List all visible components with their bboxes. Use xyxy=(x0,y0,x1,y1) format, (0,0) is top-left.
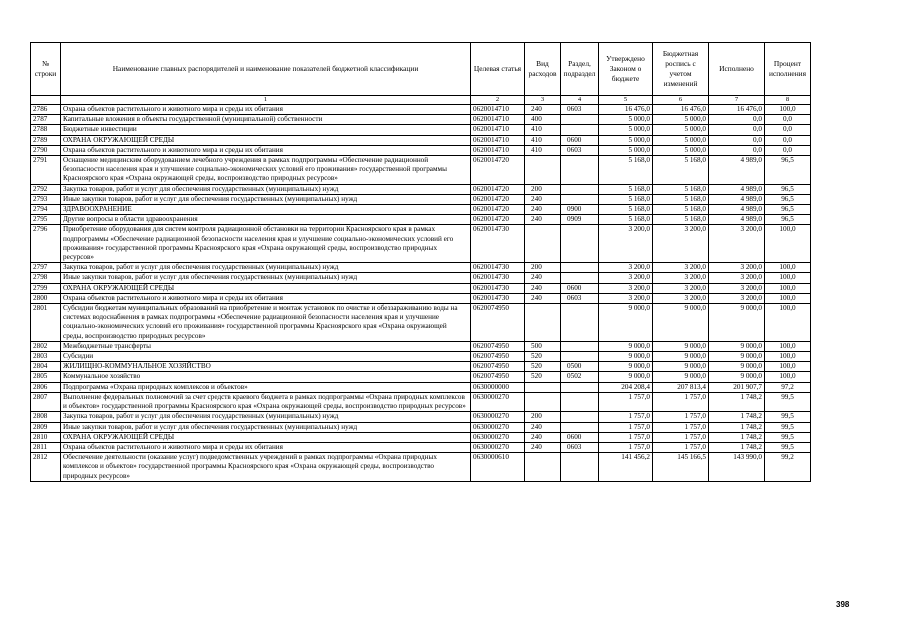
row-section xyxy=(561,341,599,351)
row-section: 0600 xyxy=(561,283,599,293)
column-number: 7 xyxy=(709,96,765,105)
row-budget-schedule: 5 000,0 xyxy=(653,135,709,145)
row-expense-type xyxy=(525,382,561,392)
row-percent: 96,5 xyxy=(765,156,811,185)
row-name: ЖИЛИЩНО-КОММУНАЛЬНОЕ ХОЗЯЙСТВО xyxy=(61,362,471,372)
row-target-article: 0620014720 xyxy=(471,156,525,185)
row-executed: 4 989,0 xyxy=(709,156,765,185)
table-row xyxy=(31,442,811,452)
row-executed: 16 476,0 xyxy=(709,105,765,115)
row-section: 0502 xyxy=(561,372,599,382)
row-executed: 3 200,0 xyxy=(709,293,765,303)
row-budget-schedule: 5 000,0 xyxy=(653,125,709,135)
row-expense-type xyxy=(525,156,561,185)
row-section xyxy=(561,352,599,362)
row-executed: 9 000,0 xyxy=(709,352,765,362)
row-target-article: 0620014710 xyxy=(471,145,525,155)
row-budget-schedule: 1 757,0 xyxy=(653,422,709,432)
row-percent: 100,0 xyxy=(765,341,811,351)
row-section: 0603 xyxy=(561,145,599,155)
row-budget-schedule: 5 168,0 xyxy=(653,156,709,185)
table-row xyxy=(31,135,811,145)
row-target-article: 0620014720 xyxy=(471,205,525,215)
row-percent: 0,0 xyxy=(765,115,811,125)
row-section xyxy=(561,125,599,135)
row-expense-type: 520 xyxy=(525,352,561,362)
table-row xyxy=(31,115,811,125)
row-target-article: 0620074950 xyxy=(471,362,525,372)
row-executed: 1 748,2 xyxy=(709,432,765,442)
row-name: Подпрограмма «Охрана природных комплексов и объектов» xyxy=(61,382,471,392)
row-percent: 99,5 xyxy=(765,432,811,442)
row-budget-schedule: 9 000,0 xyxy=(653,372,709,382)
table-row xyxy=(31,392,811,411)
row-number: 2795 xyxy=(31,215,61,225)
row-percent: 99,5 xyxy=(765,392,811,411)
row-section: 0500 xyxy=(561,362,599,372)
row-executed: 0,0 xyxy=(709,125,765,135)
row-expense-type: 240 xyxy=(525,194,561,204)
row-name: Охрана объектов растительного и животного мира и среды их обитания xyxy=(61,145,471,155)
table-row xyxy=(31,422,811,432)
row-executed: 0,0 xyxy=(709,135,765,145)
row-number: 2799 xyxy=(31,283,61,293)
row-name: Приобретение оборудования для систем контроля радиационной обстановки на территории Красноярского края в рамках подпрограммы «Обеспечение радиационной безопасности населения края и улучшение социально-экономических условий его проживания» государственной программы Красноярского края «Охрана окружающей среды, воспроизводство природных ресурсов» xyxy=(61,225,471,263)
table-row xyxy=(31,362,811,372)
row-number: 2794 xyxy=(31,205,61,215)
row-section xyxy=(561,225,599,263)
row-percent: 99,5 xyxy=(765,422,811,432)
row-approved: 5 000,0 xyxy=(599,125,653,135)
row-section: 0600 xyxy=(561,135,599,145)
row-expense-type: 410 xyxy=(525,145,561,155)
row-target-article: 0620074950 xyxy=(471,341,525,351)
row-percent: 0,0 xyxy=(765,135,811,145)
row-name: Межбюджетные трансферты xyxy=(61,341,471,351)
row-name: ОХРАНА ОКРУЖАЮЩЕЙ СРЕДЫ xyxy=(61,283,471,293)
row-approved: 3 200,0 xyxy=(599,273,653,283)
row-name: Субсидии бюджетам муниципальных образований на приобретение и монтаж установок по очистке и обеззараживанию воды на системах водоснабжения в рамках подпрограммы «Обеспечение радиационной безопасности населения края и улучшение социально-экономических условий его проживания» государственной программы Красноярского края «Охрана окружающей среды, воспроизводство природных ресурсов» xyxy=(61,304,471,342)
row-budget-schedule: 3 200,0 xyxy=(653,273,709,283)
row-budget-schedule: 3 200,0 xyxy=(653,293,709,303)
row-approved: 5 168,0 xyxy=(599,184,653,194)
column-number: 4 xyxy=(561,96,599,105)
row-budget-schedule: 5 000,0 xyxy=(653,115,709,125)
table-row xyxy=(31,453,811,482)
row-expense-type xyxy=(525,304,561,342)
row-executed: 1 748,2 xyxy=(709,422,765,432)
row-expense-type: 240 xyxy=(525,442,561,452)
row-section xyxy=(561,273,599,283)
row-name: Субсидии xyxy=(61,352,471,362)
header-executed: Исполнено xyxy=(709,43,765,96)
row-budget-schedule: 1 757,0 xyxy=(653,412,709,422)
row-expense-type: 240 xyxy=(525,293,561,303)
row-number: 2802 xyxy=(31,341,61,351)
row-budget-schedule: 16 476,0 xyxy=(653,105,709,115)
row-name: Оснащение медицинским оборудованием лечебного учреждения в рамках подпрограммы «Обеспечение радиационной безопасности населения края и улучшение социально-экономических условий его проживания» государственной программы Красноярского края «Охрана окружающей среды, воспроизводство природных ресурсов» xyxy=(61,156,471,185)
row-section xyxy=(561,392,599,411)
column-number: 1 xyxy=(61,96,471,105)
row-name: Закупка товаров, работ и услуг для обеспечения государственных (муниципальных) нужд xyxy=(61,263,471,273)
row-target-article: 0630000270 xyxy=(471,442,525,452)
header-budget-schedule: Бюджетная роспись с учетом изменений xyxy=(653,43,709,96)
row-budget-schedule: 1 757,0 xyxy=(653,442,709,452)
row-section xyxy=(561,412,599,422)
row-section: 0900 xyxy=(561,205,599,215)
row-approved: 141 456,2 xyxy=(599,453,653,482)
row-budget-schedule: 9 000,0 xyxy=(653,352,709,362)
row-number: 2792 xyxy=(31,184,61,194)
row-percent: 96,5 xyxy=(765,184,811,194)
row-budget-schedule: 9 000,0 xyxy=(653,341,709,351)
row-expense-type: 410 xyxy=(525,135,561,145)
row-budget-schedule: 5 168,0 xyxy=(653,184,709,194)
table-row xyxy=(31,205,811,215)
row-name: Коммунальное хозяйство xyxy=(61,372,471,382)
row-number: 2797 xyxy=(31,263,61,273)
row-budget-schedule: 9 000,0 xyxy=(653,304,709,342)
row-expense-type xyxy=(525,225,561,263)
column-number: 6 xyxy=(653,96,709,105)
column-number: 5 xyxy=(599,96,653,105)
row-target-article: 0620014720 xyxy=(471,184,525,194)
row-expense-type: 500 xyxy=(525,341,561,351)
row-expense-type: 240 xyxy=(525,205,561,215)
row-target-article: 0630000270 xyxy=(471,422,525,432)
table-row xyxy=(31,372,811,382)
row-approved: 9 000,0 xyxy=(599,341,653,351)
row-executed: 0,0 xyxy=(709,145,765,155)
row-number: 2803 xyxy=(31,352,61,362)
row-number: 2800 xyxy=(31,293,61,303)
row-executed: 1 748,2 xyxy=(709,442,765,452)
row-budget-schedule: 3 200,0 xyxy=(653,283,709,293)
row-target-article: 0620014710 xyxy=(471,115,525,125)
row-percent: 97,2 xyxy=(765,382,811,392)
row-executed: 9 000,0 xyxy=(709,304,765,342)
row-approved: 5 000,0 xyxy=(599,135,653,145)
row-name: Закупка товаров, работ и услуг для обеспечения государственных (муниципальных) нужд xyxy=(61,412,471,422)
row-percent: 100,0 xyxy=(765,273,811,283)
row-executed: 9 000,0 xyxy=(709,341,765,351)
row-name: Иные закупки товаров, работ и услуг для обеспечения государственных (муниципальных) нужд xyxy=(61,422,471,432)
row-target-article: 0630000000 xyxy=(471,382,525,392)
row-approved: 5 000,0 xyxy=(599,115,653,125)
row-name: Бюджетные инвестиции xyxy=(61,125,471,135)
row-executed: 3 200,0 xyxy=(709,263,765,273)
row-expense-type: 240 xyxy=(525,283,561,293)
row-percent: 100,0 xyxy=(765,304,811,342)
row-expense-type: 240 xyxy=(525,273,561,283)
row-executed: 3 200,0 xyxy=(709,283,765,293)
row-approved: 1 757,0 xyxy=(599,412,653,422)
column-number: 3 xyxy=(525,96,561,105)
row-target-article: 0620014710 xyxy=(471,125,525,135)
row-executed: 4 989,0 xyxy=(709,205,765,215)
row-target-article: 0620074950 xyxy=(471,372,525,382)
row-expense-type: 240 xyxy=(525,215,561,225)
row-percent: 0,0 xyxy=(765,125,811,135)
table-row xyxy=(31,304,811,342)
row-approved: 9 000,0 xyxy=(599,372,653,382)
row-number: 2805 xyxy=(31,372,61,382)
row-expense-type: 200 xyxy=(525,184,561,194)
row-target-article: 0620014710 xyxy=(471,105,525,115)
row-name: Обеспечение деятельности (оказание услуг) подведомственных учреждений в рамках подпрограммы «Охрана природных комплексов и объектов» государственной программы Красноярского края «Охрана окружающей среды, воспроизводство природных ресурсов» xyxy=(61,453,471,482)
row-number: 2786 xyxy=(31,105,61,115)
row-percent: 100,0 xyxy=(765,372,811,382)
row-percent: 100,0 xyxy=(765,283,811,293)
row-target-article: 0630000270 xyxy=(471,392,525,411)
table-row xyxy=(31,283,811,293)
table-row xyxy=(31,194,811,204)
row-approved: 9 000,0 xyxy=(599,304,653,342)
row-executed: 1 748,2 xyxy=(709,412,765,422)
row-approved: 1 757,0 xyxy=(599,392,653,411)
row-section: 0603 xyxy=(561,293,599,303)
row-approved: 1 757,0 xyxy=(599,432,653,442)
row-number: 2788 xyxy=(31,125,61,135)
row-executed: 1 748,2 xyxy=(709,392,765,411)
row-target-article: 0620014730 xyxy=(471,283,525,293)
budget-execution-table xyxy=(30,42,811,482)
row-budget-schedule: 3 200,0 xyxy=(653,263,709,273)
row-expense-type xyxy=(525,392,561,411)
row-name: Иные закупки товаров, работ и услуг для обеспечения государственных (муниципальных) нужд xyxy=(61,194,471,204)
header-row-no: № строки xyxy=(31,43,61,96)
row-name: Иные закупки товаров, работ и услуг для обеспечения государственных (муниципальных) нужд xyxy=(61,273,471,283)
table-row xyxy=(31,215,811,225)
row-budget-schedule: 3 200,0 xyxy=(653,225,709,263)
row-section: 0600 xyxy=(561,432,599,442)
row-approved: 5 168,0 xyxy=(599,205,653,215)
row-expense-type: 240 xyxy=(525,432,561,442)
row-number: 2798 xyxy=(31,273,61,283)
table-row xyxy=(31,341,811,351)
row-number: 2790 xyxy=(31,145,61,155)
column-number-row xyxy=(31,96,811,105)
row-name: ЗДРАВООХРАНЕНИЕ xyxy=(61,205,471,215)
row-approved: 1 757,0 xyxy=(599,422,653,432)
row-section xyxy=(561,184,599,194)
row-percent: 96,5 xyxy=(765,205,811,215)
row-number: 2793 xyxy=(31,194,61,204)
row-section: 0603 xyxy=(561,105,599,115)
row-number: 2787 xyxy=(31,115,61,125)
table-row xyxy=(31,432,811,442)
row-section xyxy=(561,156,599,185)
table-row xyxy=(31,382,811,392)
row-approved: 5 000,0 xyxy=(599,145,653,155)
row-approved: 3 200,0 xyxy=(599,225,653,263)
table-body xyxy=(31,105,811,482)
row-executed: 9 000,0 xyxy=(709,362,765,372)
row-percent: 100,0 xyxy=(765,293,811,303)
row-number: 2809 xyxy=(31,422,61,432)
row-name: ОХРАНА ОКРУЖАЮЩЕЙ СРЕДЫ xyxy=(61,135,471,145)
row-number: 2801 xyxy=(31,304,61,342)
row-approved: 1 757,0 xyxy=(599,442,653,452)
header-row xyxy=(31,43,811,96)
table-row xyxy=(31,225,811,263)
row-target-article: 0620074950 xyxy=(471,352,525,362)
row-expense-type: 400 xyxy=(525,115,561,125)
row-approved: 9 000,0 xyxy=(599,352,653,362)
header-expense-type: Вид расходов xyxy=(525,43,561,96)
row-executed: 201 907,7 xyxy=(709,382,765,392)
page-number: 398 xyxy=(836,600,850,609)
table-row xyxy=(31,412,811,422)
row-number: 2806 xyxy=(31,382,61,392)
row-executed: 4 989,0 xyxy=(709,194,765,204)
row-target-article: 0620014720 xyxy=(471,194,525,204)
row-target-article: 0630000270 xyxy=(471,432,525,442)
row-approved: 9 000,0 xyxy=(599,362,653,372)
row-expense-type: 200 xyxy=(525,263,561,273)
row-number: 2808 xyxy=(31,412,61,422)
row-section: 0909 xyxy=(561,215,599,225)
row-executed: 3 200,0 xyxy=(709,225,765,263)
row-expense-type xyxy=(525,453,561,482)
row-expense-type: 240 xyxy=(525,422,561,432)
row-section xyxy=(561,115,599,125)
row-target-article: 0620074950 xyxy=(471,304,525,342)
row-approved: 16 476,0 xyxy=(599,105,653,115)
row-executed: 143 990,0 xyxy=(709,453,765,482)
row-target-article: 0620014730 xyxy=(471,263,525,273)
table-row xyxy=(31,184,811,194)
row-percent: 100,0 xyxy=(765,263,811,273)
row-executed: 3 200,0 xyxy=(709,273,765,283)
row-budget-schedule: 207 813,4 xyxy=(653,382,709,392)
row-name: Капитальные вложения в объекты государственной (муниципальной) собственности xyxy=(61,115,471,125)
table-row xyxy=(31,105,811,115)
column-number xyxy=(31,96,61,105)
row-executed: 0,0 xyxy=(709,115,765,125)
table-row xyxy=(31,125,811,135)
row-percent: 0,0 xyxy=(765,145,811,155)
row-executed: 4 989,0 xyxy=(709,215,765,225)
row-percent: 100,0 xyxy=(765,352,811,362)
row-target-article: 0620014730 xyxy=(471,273,525,283)
table-row xyxy=(31,145,811,155)
row-budget-schedule: 9 000,0 xyxy=(653,362,709,372)
row-name: Охрана объектов растительного и животного мира и среды их обитания xyxy=(61,293,471,303)
row-expense-type: 520 xyxy=(525,372,561,382)
table-row xyxy=(31,263,811,273)
row-target-article: 0630000270 xyxy=(471,412,525,422)
row-approved: 204 208,4 xyxy=(599,382,653,392)
row-section xyxy=(561,304,599,342)
row-percent: 100,0 xyxy=(765,362,811,372)
row-budget-schedule: 5 168,0 xyxy=(653,215,709,225)
row-name: Другие вопросы в области здравоохранения xyxy=(61,215,471,225)
row-target-article: 0620014720 xyxy=(471,215,525,225)
row-budget-schedule: 5 168,0 xyxy=(653,194,709,204)
row-approved: 3 200,0 xyxy=(599,283,653,293)
row-name: Охрана объектов растительного и животного мира и среды их обитания xyxy=(61,442,471,452)
row-number: 2812 xyxy=(31,453,61,482)
row-approved: 5 168,0 xyxy=(599,194,653,204)
table-row xyxy=(31,156,811,185)
row-number: 2807 xyxy=(31,392,61,411)
table-row xyxy=(31,273,811,283)
row-name: Закупка товаров, работ и услуг для обеспечения государственных (муниципальных) нужд xyxy=(61,184,471,194)
row-number: 2810 xyxy=(31,432,61,442)
header-name: Наименование главных распорядителей и наименование показателей бюджетной классификации xyxy=(61,43,471,96)
row-budget-schedule: 145 166,5 xyxy=(653,453,709,482)
row-approved: 5 168,0 xyxy=(599,156,653,185)
row-approved: 3 200,0 xyxy=(599,293,653,303)
row-executed: 4 989,0 xyxy=(709,184,765,194)
row-section xyxy=(561,422,599,432)
row-budget-schedule: 5 000,0 xyxy=(653,145,709,155)
row-expense-type: 410 xyxy=(525,125,561,135)
row-percent: 100,0 xyxy=(765,225,811,263)
table-row xyxy=(31,293,811,303)
row-percent: 100,0 xyxy=(765,105,811,115)
row-budget-schedule: 1 757,0 xyxy=(653,432,709,442)
row-executed: 9 000,0 xyxy=(709,372,765,382)
row-name: Выполнение федеральных полномочий за счет средств краевого бюджета в рамках подпрограммы «Охрана природных комплексов и объектов» государственной программы Красноярского края «Охрана окружающей среды, воспроизводство природных ресурсов» xyxy=(61,392,471,411)
row-target-article: 0620014730 xyxy=(471,225,525,263)
header-target-article: Целевая статья xyxy=(471,43,525,96)
row-section xyxy=(561,382,599,392)
row-number: 2789 xyxy=(31,135,61,145)
table-row xyxy=(31,352,811,362)
row-expense-type: 200 xyxy=(525,412,561,422)
row-approved: 5 168,0 xyxy=(599,215,653,225)
row-section: 0603 xyxy=(561,442,599,452)
header-percent: Процент исполнения xyxy=(765,43,811,96)
header-approved: Утверждено Законом о бюджете xyxy=(599,43,653,96)
row-percent: 99,5 xyxy=(765,412,811,422)
column-number: 8 xyxy=(765,96,811,105)
row-number: 2796 xyxy=(31,225,61,263)
header-section: Раздел, подраздел xyxy=(561,43,599,96)
row-section xyxy=(561,263,599,273)
row-percent: 99,2 xyxy=(765,453,811,482)
row-number: 2791 xyxy=(31,156,61,185)
column-number: 2 xyxy=(471,96,525,105)
row-target-article: 0620014710 xyxy=(471,135,525,145)
row-number: 2804 xyxy=(31,362,61,372)
row-expense-type: 520 xyxy=(525,362,561,372)
row-number: 2811 xyxy=(31,442,61,452)
row-name: ОХРАНА ОКРУЖАЮЩЕЙ СРЕДЫ xyxy=(61,432,471,442)
row-percent: 96,5 xyxy=(765,215,811,225)
row-expense-type: 240 xyxy=(525,105,561,115)
row-target-article: 0630000610 xyxy=(471,453,525,482)
row-percent: 99,5 xyxy=(765,442,811,452)
row-name: Охрана объектов растительного и животного мира и среды их обитания xyxy=(61,105,471,115)
row-budget-schedule: 5 168,0 xyxy=(653,205,709,215)
row-section xyxy=(561,194,599,204)
row-target-article: 0620014730 xyxy=(471,293,525,303)
row-budget-schedule: 1 757,0 xyxy=(653,392,709,411)
row-section xyxy=(561,453,599,482)
row-approved: 3 200,0 xyxy=(599,263,653,273)
row-percent: 96,5 xyxy=(765,194,811,204)
